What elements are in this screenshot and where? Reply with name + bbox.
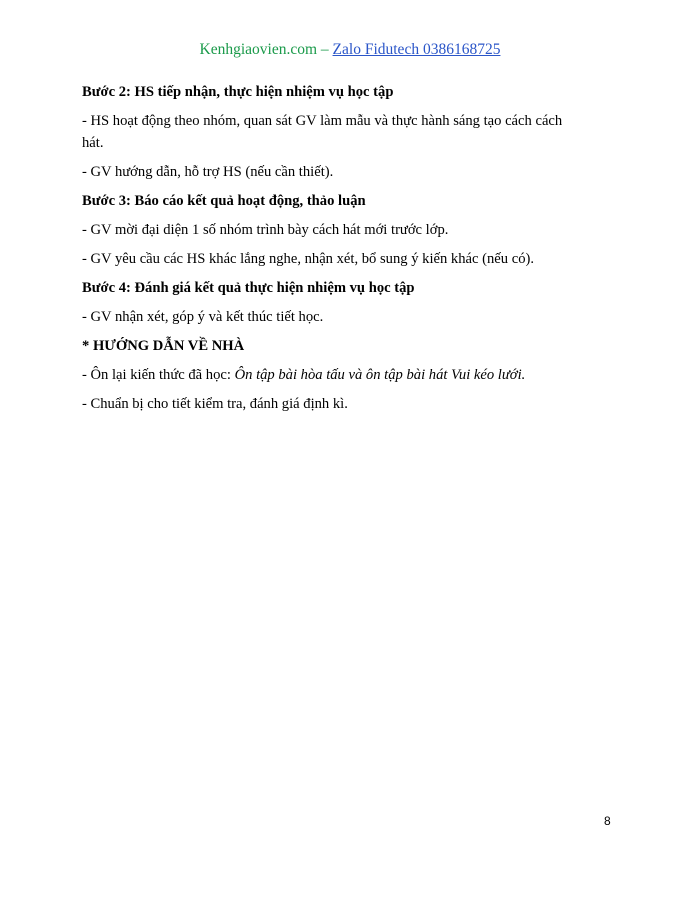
step3-heading: Bước 3: Báo cáo kết quả hoạt động, thảo luận xyxy=(82,193,366,209)
homework-line1 xyxy=(82,364,622,386)
header-separator: – xyxy=(317,41,333,58)
step2-line1: - HS hoạt động theo nhóm, quan sát GV làm mẫu và thực hành sáng tạo cách cách xyxy=(82,113,563,129)
homework-line1-italic: Ôn tập bài hòa tấu và ôn tập bài hát Vui kéo lưới. xyxy=(234,367,526,383)
step4-line1: - GV nhận xét, góp ý và kết thúc tiết học. xyxy=(82,309,324,325)
homework-line1-prefix: - Ôn lại kiến thức đã học: xyxy=(82,367,235,383)
page-header xyxy=(0,40,700,60)
step3-line1: - GV mời đại diện 1 số nhóm trình bày cách hát mới trước lớp. xyxy=(82,222,449,238)
step2-line1-continuation: hát. xyxy=(82,135,104,151)
step3-line2: - GV yêu cầu các HS khác lắng nghe, nhận xét, bổ sung ý kiến khác (nếu có). xyxy=(82,251,534,267)
zalo-link[interactable]: Zalo Fidutech 0386168725 xyxy=(332,41,501,58)
site-link[interactable]: Kenhgiaovien.com xyxy=(199,41,318,58)
homework-heading: * HƯỚNG DẪN VỀ NHÀ xyxy=(82,338,245,354)
document-body xyxy=(82,81,622,422)
page-number: 8 xyxy=(604,814,611,828)
homework-line2: - Chuẩn bị cho tiết kiểm tra, đánh giá định kì. xyxy=(82,396,348,412)
step2-line2: - GV hướng dẫn, hỗ trợ HS (nếu cần thiết). xyxy=(82,164,334,180)
step4-heading: Bước 4: Đánh giá kết quả thực hiện nhiệm vụ học tập xyxy=(82,280,415,296)
step2-heading: Bước 2: HS tiếp nhận, thực hiện nhiệm vụ học tập xyxy=(82,84,394,100)
